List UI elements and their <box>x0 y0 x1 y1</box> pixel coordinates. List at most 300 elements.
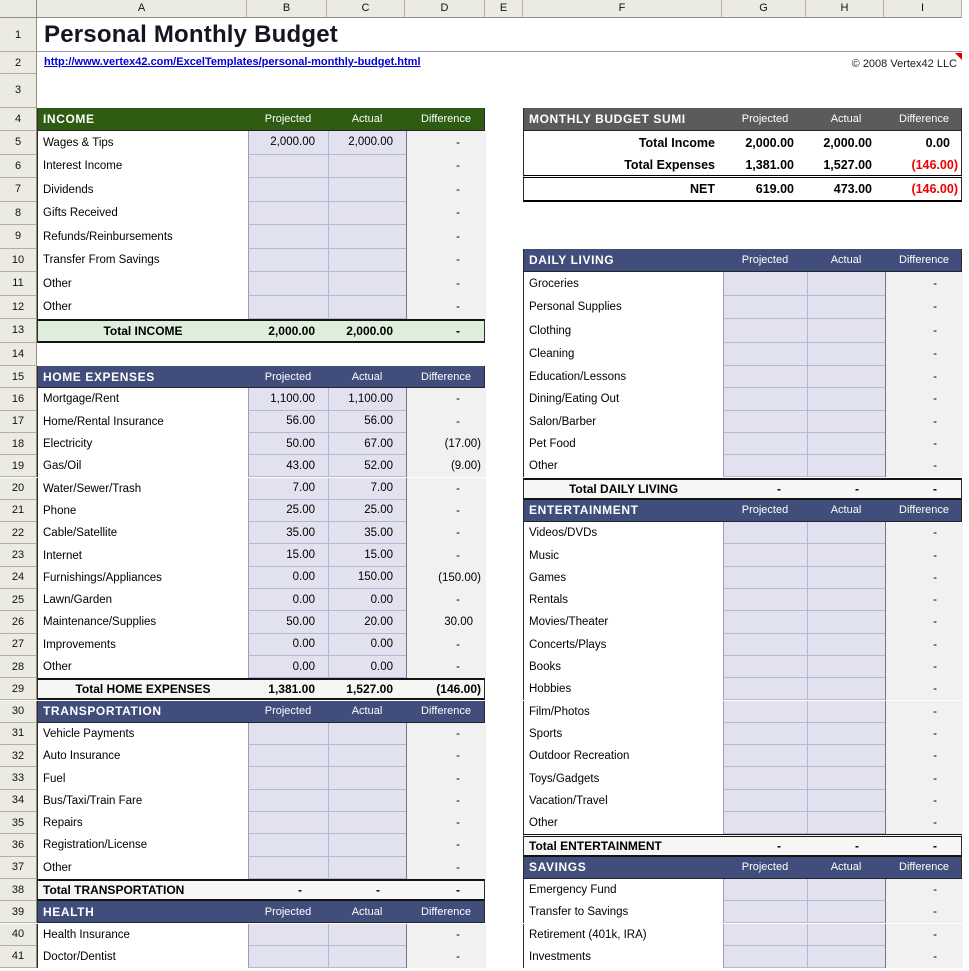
section-header-monthly-budget-sumi[interactable] <box>523 108 962 132</box>
cell-H41[interactable] <box>807 946 885 968</box>
row-header-18[interactable]: 18 <box>0 433 37 455</box>
cell-F32[interactable]: Outdoor Recreation <box>524 745 723 767</box>
cell-H28[interactable] <box>807 656 885 678</box>
cell-D25[interactable]: - <box>406 589 486 611</box>
cell-B19[interactable]: 43.00 <box>248 455 328 477</box>
cell-C31[interactable] <box>328 723 406 745</box>
cell-B12[interactable] <box>248 296 328 320</box>
cell-A33[interactable]: Fuel <box>38 767 248 789</box>
cell-A19[interactable]: Gas/Oil <box>38 455 248 477</box>
cell-F30[interactable]: Film/Photos <box>524 701 723 723</box>
cell-D36[interactable]: - <box>406 834 486 856</box>
row-header-11[interactable]: 11 <box>0 272 37 296</box>
cell-I22[interactable]: - <box>885 522 963 544</box>
cell-C22[interactable]: 35.00 <box>328 522 406 544</box>
cell-B26[interactable]: 50.00 <box>248 611 328 633</box>
row-header-5[interactable]: 5 <box>0 131 37 155</box>
cell-A17[interactable]: Home/Rental Insurance <box>38 411 248 433</box>
row-header-19[interactable]: 19 <box>0 455 37 477</box>
cell-A20[interactable]: Water/Sewer/Trash <box>38 478 248 500</box>
section-header-entertainment[interactable] <box>523 500 962 522</box>
cell-B23[interactable]: 15.00 <box>248 544 328 566</box>
row-header-33[interactable]: 33 <box>0 767 37 789</box>
cell-D26[interactable]: 30.00 <box>406 611 486 633</box>
cell-D22[interactable]: - <box>406 522 486 544</box>
row-header-8[interactable]: 8 <box>0 202 37 226</box>
cell-C33[interactable] <box>328 767 406 789</box>
row-header-24[interactable]: 24 <box>0 567 37 589</box>
cell-H31[interactable] <box>807 723 885 745</box>
cell-H36[interactable]: - <box>855 838 859 853</box>
cell-G11[interactable] <box>723 272 807 296</box>
cell-A25[interactable]: Lawn/Garden <box>38 589 248 611</box>
cell-F41[interactable]: Investments <box>524 946 723 968</box>
cell-H7[interactable]: 473.00 <box>833 181 872 196</box>
cell-H22[interactable] <box>807 522 885 544</box>
cell-H29[interactable] <box>807 678 885 700</box>
row-header-9[interactable]: 9 <box>0 225 37 249</box>
cell-B25[interactable]: 0.00 <box>248 589 328 611</box>
cell-F23[interactable]: Music <box>524 544 723 566</box>
cell-B40[interactable] <box>248 924 328 946</box>
cell-G6[interactable]: 1,381.00 <box>745 157 794 172</box>
cell-F28[interactable]: Books <box>524 656 723 678</box>
cell-A26[interactable]: Maintenance/Supplies <box>38 611 248 633</box>
cell-H6[interactable]: 1,527.00 <box>823 157 872 172</box>
cell-C38[interactable]: - <box>376 883 380 898</box>
cell-H40[interactable] <box>807 924 885 946</box>
cell-D11[interactable]: - <box>406 272 486 296</box>
row-header-34[interactable]: 34 <box>0 790 37 812</box>
cell-G14[interactable] <box>723 343 807 367</box>
cell-A10[interactable]: Transfer From Savings <box>38 249 248 273</box>
cell-C34[interactable] <box>328 790 406 812</box>
cell-A35[interactable]: Repairs <box>38 812 248 834</box>
column-header-F[interactable]: F <box>523 0 722 18</box>
cell-G27[interactable] <box>723 634 807 656</box>
cell-D5[interactable]: - <box>406 131 486 155</box>
cell-I24[interactable]: - <box>885 567 963 589</box>
row-header-4[interactable]: 4 <box>0 108 37 132</box>
cell-B34[interactable] <box>248 790 328 812</box>
cell-B38[interactable]: - <box>298 883 302 898</box>
row-header-39[interactable]: 39 <box>0 901 37 923</box>
row-header-6[interactable]: 6 <box>0 155 37 179</box>
cell-F25[interactable]: Rentals <box>524 589 723 611</box>
cell-G31[interactable] <box>723 723 807 745</box>
cell-A9[interactable]: Refunds/Reinbursements <box>38 225 248 249</box>
cell-A38[interactable]: Total TRANSPORTATION <box>43 883 185 898</box>
cell-H35[interactable] <box>807 812 885 834</box>
cell-C18[interactable]: 67.00 <box>328 433 406 455</box>
row-header-15[interactable]: 15 <box>0 366 37 388</box>
cell-H5[interactable]: 2,000.00 <box>823 135 872 150</box>
cell-C7[interactable] <box>328 178 406 202</box>
cell-G7[interactable]: 619.00 <box>755 181 794 196</box>
cell-C26[interactable]: 20.00 <box>328 611 406 633</box>
cell-A16[interactable]: Mortgage/Rent <box>38 388 248 410</box>
column-header-H[interactable]: H <box>806 0 884 18</box>
cell-A5[interactable]: Wages & Tips <box>38 131 248 155</box>
row-header-13[interactable]: 13 <box>0 319 37 343</box>
cell-D21[interactable]: - <box>406 500 486 522</box>
cell-B36[interactable] <box>248 834 328 856</box>
row-header-21[interactable]: 21 <box>0 500 37 522</box>
cell-G18[interactable] <box>723 433 807 455</box>
cell-I40[interactable]: - <box>885 924 963 946</box>
cell-D28[interactable]: - <box>406 656 486 678</box>
cell-G32[interactable] <box>723 745 807 767</box>
cell-C13[interactable]: 2,000.00 <box>346 323 393 338</box>
cell-D19[interactable]: (9.00) <box>406 455 486 477</box>
cell-G28[interactable] <box>723 656 807 678</box>
cell-F16[interactable]: Dining/Eating Out <box>524 388 723 410</box>
row-header-16[interactable]: 16 <box>0 388 37 410</box>
section-header-home-expenses[interactable] <box>37 366 485 388</box>
cell-C11[interactable] <box>328 272 406 296</box>
cell-A41[interactable]: Doctor/Dentist <box>38 946 248 968</box>
row-header-23[interactable]: 23 <box>0 544 37 566</box>
cell-A11[interactable]: Other <box>38 272 248 296</box>
row-header-20[interactable]: 20 <box>0 478 37 500</box>
row-header-17[interactable]: 17 <box>0 411 37 433</box>
cell-F17[interactable]: Salon/Barber <box>524 411 723 433</box>
cell-I28[interactable]: - <box>885 656 963 678</box>
cell-D7[interactable]: - <box>406 178 486 202</box>
cell-A8[interactable]: Gifts Received <box>38 202 248 226</box>
row-header-27[interactable]: 27 <box>0 634 37 656</box>
cell-B10[interactable] <box>248 249 328 273</box>
cell-C10[interactable] <box>328 249 406 273</box>
cell-F6[interactable]: Total Expenses <box>624 157 715 172</box>
cell-D38[interactable]: - <box>456 883 460 898</box>
cell-F35[interactable]: Other <box>524 812 723 834</box>
cell-A27[interactable]: Improvements <box>38 634 248 656</box>
cell-H20[interactable]: - <box>855 481 859 496</box>
cell-D33[interactable]: - <box>406 767 486 789</box>
cell-C25[interactable]: 0.00 <box>328 589 406 611</box>
cell-A36[interactable]: Registration/License <box>38 834 248 856</box>
cell-B28[interactable]: 0.00 <box>248 656 328 678</box>
cell-D18[interactable]: (17.00) <box>406 433 486 455</box>
cell-D9[interactable]: - <box>406 225 486 249</box>
cell-H39[interactable] <box>807 901 885 923</box>
cell-I17[interactable]: - <box>885 411 963 433</box>
cell-G13[interactable] <box>723 319 807 343</box>
cell-F5[interactable]: Total Income <box>638 135 715 150</box>
row-header-10[interactable]: 10 <box>0 249 37 273</box>
cell-B9[interactable] <box>248 225 328 249</box>
cell-C40[interactable] <box>328 924 406 946</box>
cell-A12[interactable]: Other <box>38 296 248 320</box>
cell-A7[interactable]: Dividends <box>38 178 248 202</box>
cell-G34[interactable] <box>723 790 807 812</box>
cell-I19[interactable]: - <box>885 455 963 477</box>
row-header-36[interactable]: 36 <box>0 834 37 856</box>
cell-D27[interactable]: - <box>406 634 486 656</box>
cell-D10[interactable]: - <box>406 249 486 273</box>
comment-indicator-icon[interactable] <box>955 53 962 60</box>
cell-H13[interactable] <box>807 319 885 343</box>
cell-I23[interactable]: - <box>885 544 963 566</box>
row-header-41[interactable]: 41 <box>0 946 37 968</box>
cell-H11[interactable] <box>807 272 885 296</box>
cell-B33[interactable] <box>248 767 328 789</box>
section-header-savings[interactable] <box>523 857 962 879</box>
cell-A29[interactable]: Total HOME EXPENSES <box>75 682 211 697</box>
cell-G5[interactable]: 2,000.00 <box>745 135 794 150</box>
cell-I13[interactable]: - <box>885 319 963 343</box>
cell-D31[interactable]: - <box>406 723 486 745</box>
cell-G20[interactable]: - <box>777 481 781 496</box>
cell-B11[interactable] <box>248 272 328 296</box>
cell-B8[interactable] <box>248 202 328 226</box>
cell-I33[interactable]: - <box>885 767 963 789</box>
cell-A22[interactable]: Cable/Satellite <box>38 522 248 544</box>
row-header-38[interactable]: 38 <box>0 879 37 901</box>
cell-C36[interactable] <box>328 834 406 856</box>
cell-H12[interactable] <box>807 296 885 320</box>
cell-H30[interactable] <box>807 701 885 723</box>
cell-H26[interactable] <box>807 611 885 633</box>
cell-F39[interactable]: Transfer to Savings <box>524 901 723 923</box>
cell-B27[interactable]: 0.00 <box>248 634 328 656</box>
cell-H38[interactable] <box>807 879 885 901</box>
row-header-7[interactable]: 7 <box>0 178 37 202</box>
cell-G16[interactable] <box>723 388 807 410</box>
cell-F15[interactable]: Education/Lessons <box>524 366 723 388</box>
cell-H15[interactable] <box>807 366 885 388</box>
row-header-25[interactable]: 25 <box>0 589 37 611</box>
row-header-2[interactable]: 2 <box>0 52 37 74</box>
cell-A21[interactable]: Phone <box>38 500 248 522</box>
cell-G17[interactable] <box>723 411 807 433</box>
cell-B17[interactable]: 56.00 <box>248 411 328 433</box>
cell-D17[interactable]: - <box>406 411 486 433</box>
cell-G39[interactable] <box>723 901 807 923</box>
cell-G25[interactable] <box>723 589 807 611</box>
section-header-transportation[interactable] <box>37 701 485 723</box>
cell-I35[interactable]: - <box>885 812 963 834</box>
section-header-health[interactable] <box>37 901 485 923</box>
cell-D41[interactable]: - <box>406 946 486 968</box>
cell-I32[interactable]: - <box>885 745 963 767</box>
cell-D12[interactable]: - <box>406 296 486 320</box>
cell-A23[interactable]: Internet <box>38 544 248 566</box>
cell-F34[interactable]: Vacation/Travel <box>524 790 723 812</box>
cell-B24[interactable]: 0.00 <box>248 567 328 589</box>
section-header-daily-living[interactable] <box>523 249 962 273</box>
cell-A24[interactable]: Furnishings/Appliances <box>38 567 248 589</box>
cell-C24[interactable]: 150.00 <box>328 567 406 589</box>
row-header-1[interactable]: 1 <box>0 18 37 52</box>
row-header-32[interactable]: 32 <box>0 745 37 767</box>
cell-C27[interactable]: 0.00 <box>328 634 406 656</box>
cell-H33[interactable] <box>807 767 885 789</box>
cell-D34[interactable]: - <box>406 790 486 812</box>
cell-D20[interactable]: - <box>406 478 486 500</box>
cell-C5[interactable]: 2,000.00 <box>328 131 406 155</box>
cell-B29[interactable]: 1,381.00 <box>268 682 315 697</box>
cell-H18[interactable] <box>807 433 885 455</box>
cell-G15[interactable] <box>723 366 807 388</box>
cell-F33[interactable]: Toys/Gadgets <box>524 767 723 789</box>
cell-B20[interactable]: 7.00 <box>248 478 328 500</box>
cell-A32[interactable]: Auto Insurance <box>38 745 248 767</box>
cell-G35[interactable] <box>723 812 807 834</box>
cell-I29[interactable]: - <box>885 678 963 700</box>
cell-A40[interactable]: Health Insurance <box>38 924 248 946</box>
cell-F11[interactable]: Groceries <box>524 272 723 296</box>
row-header-40[interactable]: 40 <box>0 924 37 946</box>
cell-C35[interactable] <box>328 812 406 834</box>
cell-C17[interactable]: 56.00 <box>328 411 406 433</box>
cell-H23[interactable] <box>807 544 885 566</box>
cell-C19[interactable]: 52.00 <box>328 455 406 477</box>
column-header-G[interactable]: G <box>722 0 806 18</box>
cell-I14[interactable]: - <box>885 343 963 367</box>
cell-F38[interactable]: Emergency Fund <box>524 879 723 901</box>
cell-C23[interactable]: 15.00 <box>328 544 406 566</box>
cell-G12[interactable] <box>723 296 807 320</box>
cell-G26[interactable] <box>723 611 807 633</box>
cell-B35[interactable] <box>248 812 328 834</box>
cell-F24[interactable]: Games <box>524 567 723 589</box>
cell-D8[interactable]: - <box>406 202 486 226</box>
cell-F7[interactable]: NET <box>690 181 715 196</box>
cell-I20[interactable]: - <box>933 481 937 496</box>
row-header-26[interactable]: 26 <box>0 611 37 633</box>
cell-G29[interactable] <box>723 678 807 700</box>
row-header-3[interactable]: 3 <box>0 74 37 108</box>
cell-G23[interactable] <box>723 544 807 566</box>
column-header-B[interactable]: B <box>247 0 327 18</box>
cell-G40[interactable] <box>723 924 807 946</box>
cell-A34[interactable]: Bus/Taxi/Train Fare <box>38 790 248 812</box>
cell-B21[interactable]: 25.00 <box>248 500 328 522</box>
column-header-C[interactable]: C <box>327 0 405 18</box>
cell-I38[interactable]: - <box>885 879 963 901</box>
column-header-D[interactable]: D <box>405 0 485 18</box>
row-header-35[interactable]: 35 <box>0 812 37 834</box>
cell-A28[interactable]: Other <box>38 656 248 678</box>
cell-D35[interactable]: - <box>406 812 486 834</box>
cell-I27[interactable]: - <box>885 634 963 656</box>
cell-A6[interactable]: Interest Income <box>38 155 248 179</box>
cell-A18[interactable]: Electricity <box>38 433 248 455</box>
cell-C9[interactable] <box>328 225 406 249</box>
column-header-A[interactable]: A <box>37 0 247 18</box>
cell-I39[interactable]: - <box>885 901 963 923</box>
cell-A13[interactable]: Total INCOME <box>103 323 183 338</box>
cell-B37[interactable] <box>248 857 328 879</box>
cell-C8[interactable] <box>328 202 406 226</box>
cell-I7[interactable]: (146.00) <box>911 181 958 196</box>
cell-G36[interactable]: - <box>777 838 781 853</box>
cell-A37[interactable]: Other <box>38 857 248 879</box>
section-header-income[interactable] <box>37 108 485 132</box>
cell-G22[interactable] <box>723 522 807 544</box>
cell-I25[interactable]: - <box>885 589 963 611</box>
cell-B32[interactable] <box>248 745 328 767</box>
select-all-corner[interactable] <box>0 0 37 18</box>
cell-F12[interactable]: Personal Supplies <box>524 296 723 320</box>
cell-F13[interactable]: Clothing <box>524 319 723 343</box>
row-header-14[interactable]: 14 <box>0 343 37 367</box>
cell-F20[interactable]: Total DAILY LIVING <box>568 481 679 496</box>
cell-B6[interactable] <box>248 155 328 179</box>
cell-I12[interactable]: - <box>885 296 963 320</box>
cell-H25[interactable] <box>807 589 885 611</box>
cell-G41[interactable] <box>723 946 807 968</box>
cell-D29[interactable]: (146.00) <box>436 682 481 697</box>
cell-H19[interactable] <box>807 455 885 477</box>
column-header-I[interactable]: I <box>884 0 962 18</box>
cell-H32[interactable] <box>807 745 885 767</box>
row-header-22[interactable]: 22 <box>0 522 37 544</box>
cell-C41[interactable] <box>328 946 406 968</box>
cell-I16[interactable]: - <box>885 388 963 410</box>
cell-C6[interactable] <box>328 155 406 179</box>
cell-I31[interactable]: - <box>885 723 963 745</box>
row-header-28[interactable]: 28 <box>0 656 37 678</box>
cell-A31[interactable]: Vehicle Payments <box>38 723 248 745</box>
cell-F22[interactable]: Videos/DVDs <box>524 522 723 544</box>
cell-I30[interactable]: - <box>885 701 963 723</box>
cell-D23[interactable]: - <box>406 544 486 566</box>
cell-D6[interactable]: - <box>406 155 486 179</box>
cell-C32[interactable] <box>328 745 406 767</box>
template-url-link[interactable]: http://www.vertex42.com/ExcelTemplates/personal-monthly-budget.html <box>44 56 421 68</box>
cell-G38[interactable] <box>723 879 807 901</box>
cell-I18[interactable]: - <box>885 433 963 455</box>
cell-I6[interactable]: (146.00) <box>911 157 958 172</box>
cell-B7[interactable] <box>248 178 328 202</box>
page-title-cell[interactable]: Personal Monthly Budget <box>37 18 962 52</box>
cell-C29[interactable]: 1,527.00 <box>346 682 393 697</box>
column-header-E[interactable]: E <box>485 0 523 18</box>
cell-H14[interactable] <box>807 343 885 367</box>
cell-D40[interactable]: - <box>406 924 486 946</box>
cell-C16[interactable]: 1,100.00 <box>328 388 406 410</box>
cell-G30[interactable] <box>723 701 807 723</box>
cell-B22[interactable]: 35.00 <box>248 522 328 544</box>
cell-D37[interactable]: - <box>406 857 486 879</box>
cell-D24[interactable]: (150.00) <box>406 567 486 589</box>
cell-H17[interactable] <box>807 411 885 433</box>
cell-G19[interactable] <box>723 455 807 477</box>
cell-F27[interactable]: Concerts/Plays <box>524 634 723 656</box>
cell-C28[interactable]: 0.00 <box>328 656 406 678</box>
cell-F29[interactable]: Hobbies <box>524 678 723 700</box>
cell-H16[interactable] <box>807 388 885 410</box>
cell-F14[interactable]: Cleaning <box>524 343 723 367</box>
cell-B16[interactable]: 1,100.00 <box>248 388 328 410</box>
cell-B5[interactable]: 2,000.00 <box>248 131 328 155</box>
cell-I34[interactable]: - <box>885 790 963 812</box>
cell-C37[interactable] <box>328 857 406 879</box>
cell-H24[interactable] <box>807 567 885 589</box>
cell-I5[interactable]: 0.00 <box>925 135 950 150</box>
row-header-37[interactable]: 37 <box>0 857 37 879</box>
row-header-12[interactable]: 12 <box>0 296 37 320</box>
row-header-31[interactable]: 31 <box>0 723 37 745</box>
cell-D16[interactable]: - <box>406 388 486 410</box>
cell-B18[interactable]: 50.00 <box>248 433 328 455</box>
cell-I15[interactable]: - <box>885 366 963 388</box>
cell-B31[interactable] <box>248 723 328 745</box>
cell-G33[interactable] <box>723 767 807 789</box>
